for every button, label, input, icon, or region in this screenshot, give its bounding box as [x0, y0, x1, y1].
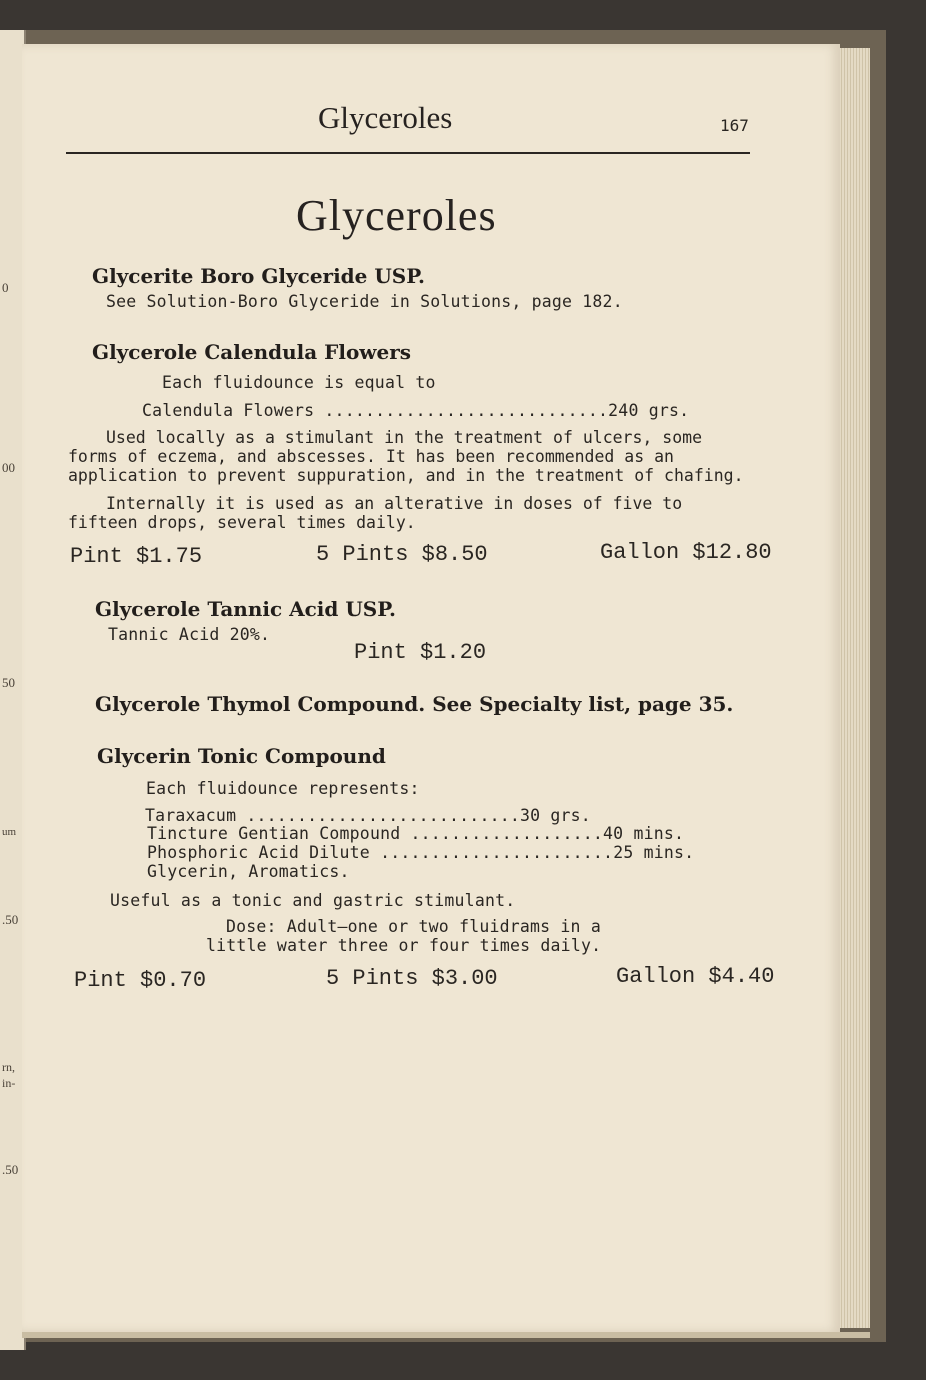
tannic-note: Tannic Acid 20%. — [108, 625, 271, 644]
entry-heading-tannic: Glycerole Tannic Acid USP. — [95, 597, 396, 621]
ingredient-name: Phosphoric Acid Dilute — [147, 843, 370, 862]
ingredient-amount: 25 mins. — [613, 843, 695, 862]
ingredient-name: Taraxacum — [145, 806, 237, 825]
calendula-description: Used locally as a stimulant in the treatment of ulcers, some forms of eczema, and abscesses. It has been recommended as an application to prevent suppuration, and in the treatment of chafing. — [68, 428, 744, 485]
margin-fragment: rn, — [2, 1060, 15, 1074]
ingredient-amount: 40 mins. — [603, 824, 685, 843]
page-title: Glyceroles — [296, 191, 497, 240]
entry-note-boro: See Solution-Boro Glyceride in Solutions, page 182. — [106, 292, 623, 311]
page-bottom-edge — [22, 1332, 870, 1338]
leader-dots: ........................... — [246, 806, 520, 825]
price-pint: Pint $0.70 — [74, 968, 207, 993]
price-pint: Pint $1.20 — [354, 640, 487, 665]
ingredient-name: Calendula Flowers — [142, 401, 315, 420]
tonic-use: Useful as a tonic and gastric stimulant. — [110, 891, 516, 910]
tonic-intro: Each fluidounce represents: — [146, 779, 420, 798]
calendula-dosage: Internally it is used as an alterative in doses of five to fifteen drops, several times daily. — [68, 494, 683, 532]
price-pint: Pint $1.75 — [70, 544, 203, 569]
header-rule — [66, 152, 750, 154]
entry-heading-boro: Glycerite Boro Glyceride USP. — [92, 264, 425, 288]
entry-heading-thymol: Glycerole Thymol Compound. See Specialty list, page 35. — [95, 692, 734, 716]
margin-fragment: 0 — [2, 280, 9, 295]
calendula-ingredient — [142, 401, 689, 420]
leader-dots: ............................ — [324, 401, 609, 420]
leader-dots: ................... — [410, 824, 604, 843]
ingredient-row — [147, 843, 694, 862]
margin-fragment: .50 — [2, 912, 19, 927]
margin-fragment: 00 — [2, 460, 15, 475]
tonic-dose-line1: Dose: Adult—one or two fluidrams in a — [226, 917, 601, 936]
ingredient-row — [145, 806, 591, 825]
entry-heading-calendula: Glycerole Calendula Flowers — [92, 340, 412, 364]
price-gallon: Gallon $4.40 — [616, 964, 775, 989]
running-header-title: Glyceroles — [318, 100, 453, 135]
margin-fragment: in- — [2, 1076, 16, 1090]
calendula-intro: Each fluidounce is equal to — [162, 373, 436, 392]
price-5-pints: 5 Pints $8.50 — [316, 542, 488, 567]
entry-heading-tonic: Glycerin Tonic Compound — [97, 744, 386, 768]
price-gallon: Gallon $12.80 — [600, 540, 772, 565]
page-edges — [836, 48, 870, 1328]
ingredient-row — [147, 824, 684, 843]
ingredient-name: Tincture Gentian Compound — [147, 824, 401, 843]
page-number: 167 — [720, 116, 749, 135]
tonic-dose-line2: little water three or four times daily. — [206, 936, 602, 955]
leader-dots: ....................... — [380, 843, 614, 862]
margin-fragment: .50 — [2, 1162, 19, 1177]
ingredient-amount: 240 grs. — [608, 401, 690, 420]
tonic-extra: Glycerin, Aromatics. — [147, 862, 350, 881]
margin-fragment: 50 — [2, 675, 15, 690]
ingredient-amount: 30 grs. — [519, 806, 591, 825]
price-5-pints: 5 Pints $3.00 — [326, 966, 498, 991]
margin-fragment: um — [2, 826, 17, 838]
